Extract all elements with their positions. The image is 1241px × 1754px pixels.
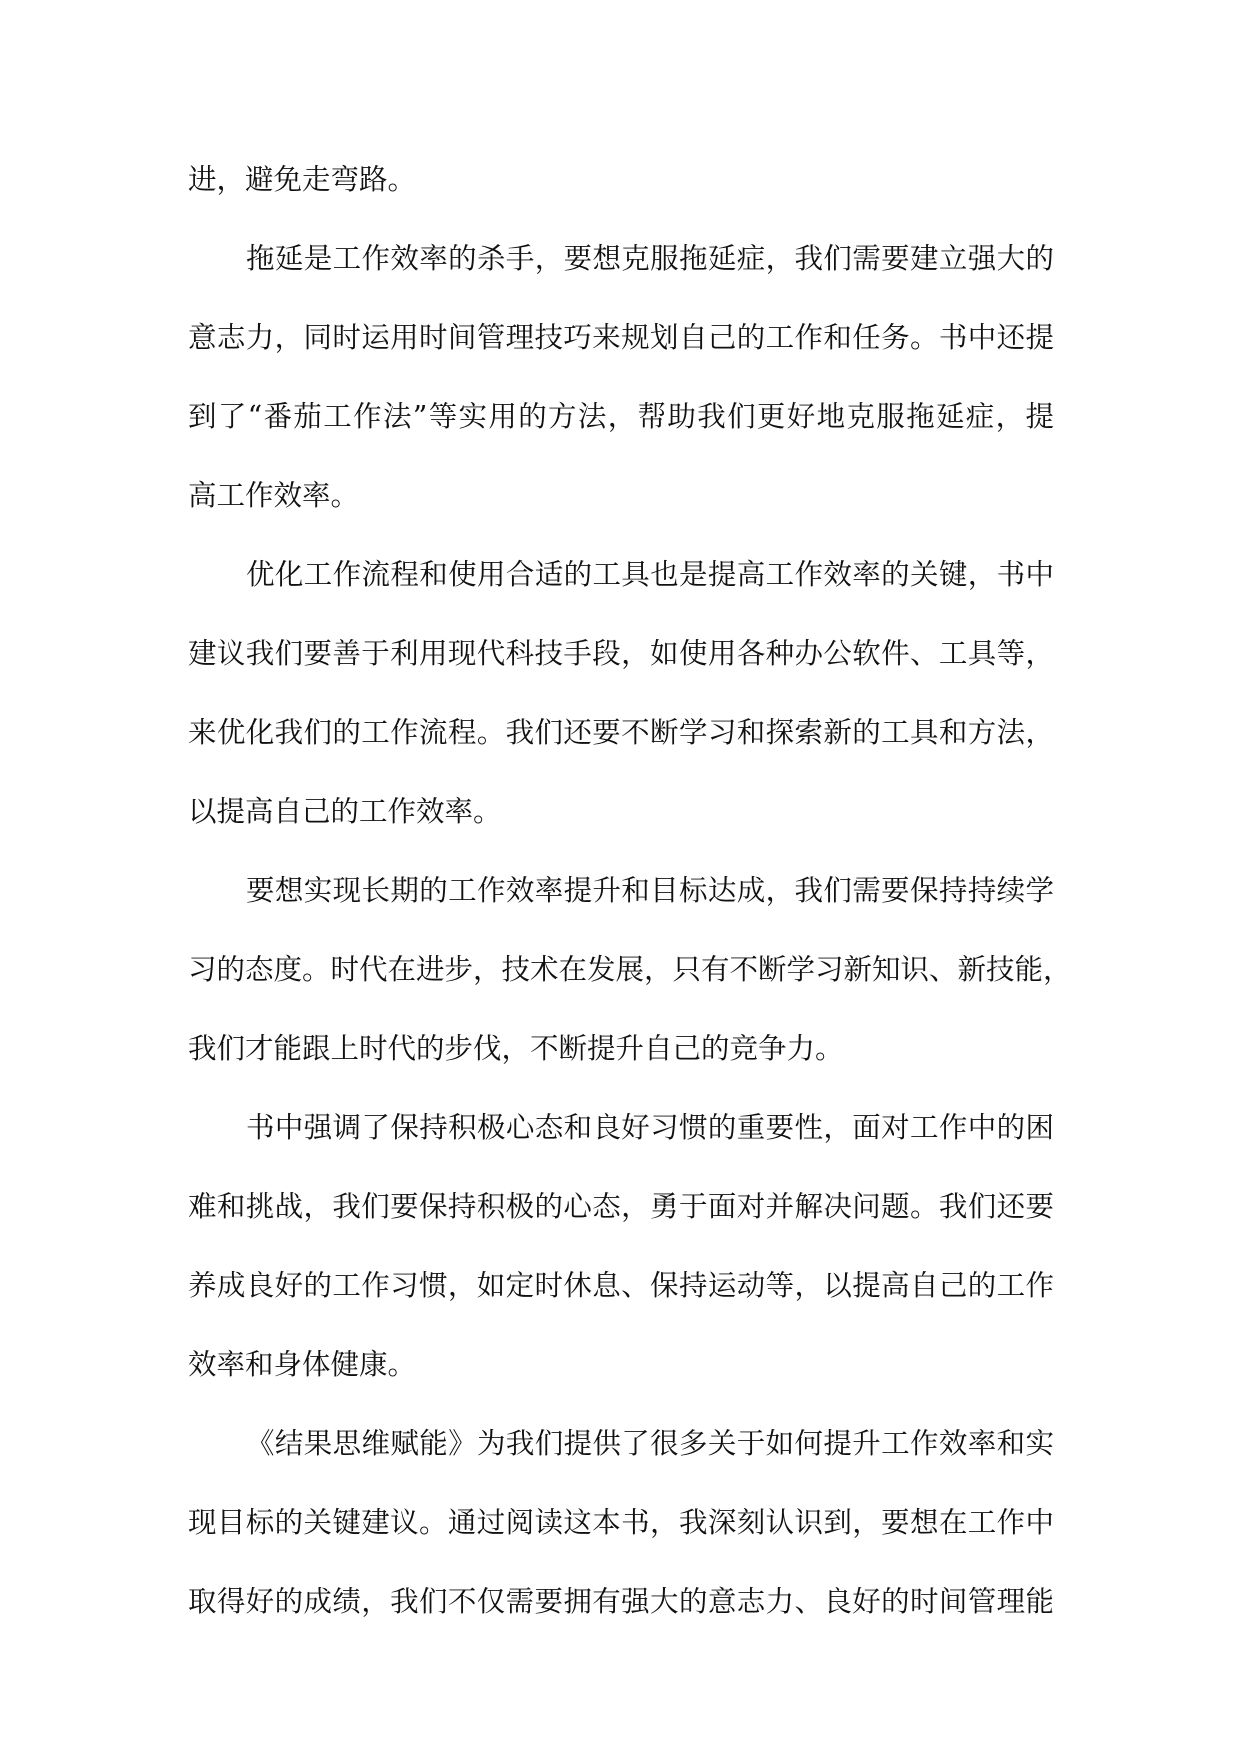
text-line: 到了“番茄工作法”等实用的方法，帮助我们更好地克服拖延症，提 [188, 400, 1054, 433]
text-line: 我们才能跟上时代的步伐，不断提升自己的竞争力。 [188, 1032, 844, 1065]
text-line: 进，避免走弯路。 [188, 163, 417, 196]
text-line: 《结果思维赋能》为我们提供了很多关于如何提升工作效率和实 [246, 1427, 1054, 1460]
text-line: 习的态度。时代在进步，技术在发展，只有不断学习新知识、新技能， [188, 953, 1072, 986]
paragraph [188, 1088, 1054, 1404]
document-body [188, 140, 1072, 1641]
text-line: 来优化我们的工作流程。我们还要不断学习和探索新的工具和方法， [188, 716, 1054, 749]
text-line: 养成良好的工作习惯，如定时休息、保持运动等，以提高自己的工作 [188, 1269, 1054, 1302]
text-line: 高工作效率。 [188, 479, 360, 512]
paragraph [188, 535, 1054, 851]
paragraph [188, 219, 1054, 535]
text-line: 要想实现长期的工作效率提升和目标达成，我们需要保持持续学 [246, 874, 1054, 907]
paragraph [188, 851, 1072, 1088]
text-line: 取得好的成绩，我们不仅需要拥有强大的意志力、良好的时间管理能 [188, 1585, 1054, 1618]
text-line: 难和挑战，我们要保持积极的心态，勇于面对并解决问题。我们还要 [188, 1190, 1054, 1223]
text-line: 以提高自己的工作效率。 [188, 795, 502, 828]
text-line: 效率和身体健康。 [188, 1348, 417, 1381]
paragraph [188, 140, 1054, 219]
text-line: 建议我们要善于利用现代科技手段，如使用各种办公软件、工具等， [188, 637, 1054, 670]
text-line: 意志力，同时运用时间管理技巧来规划自己的工作和任务。书中还提 [188, 321, 1054, 354]
text-line: 优化工作流程和使用合适的工具也是提高工作效率的关键，书中 [246, 558, 1054, 591]
paragraph [188, 1404, 1054, 1641]
text-line: 现目标的关键建议。通过阅读这本书，我深刻认识到，要想在工作中 [188, 1506, 1054, 1539]
text-line: 拖延是工作效率的杀手，要想克服拖延症，我们需要建立强大的 [246, 242, 1054, 275]
text-line: 书中强调了保持积极心态和良好习惯的重要性，面对工作中的困 [246, 1111, 1054, 1144]
